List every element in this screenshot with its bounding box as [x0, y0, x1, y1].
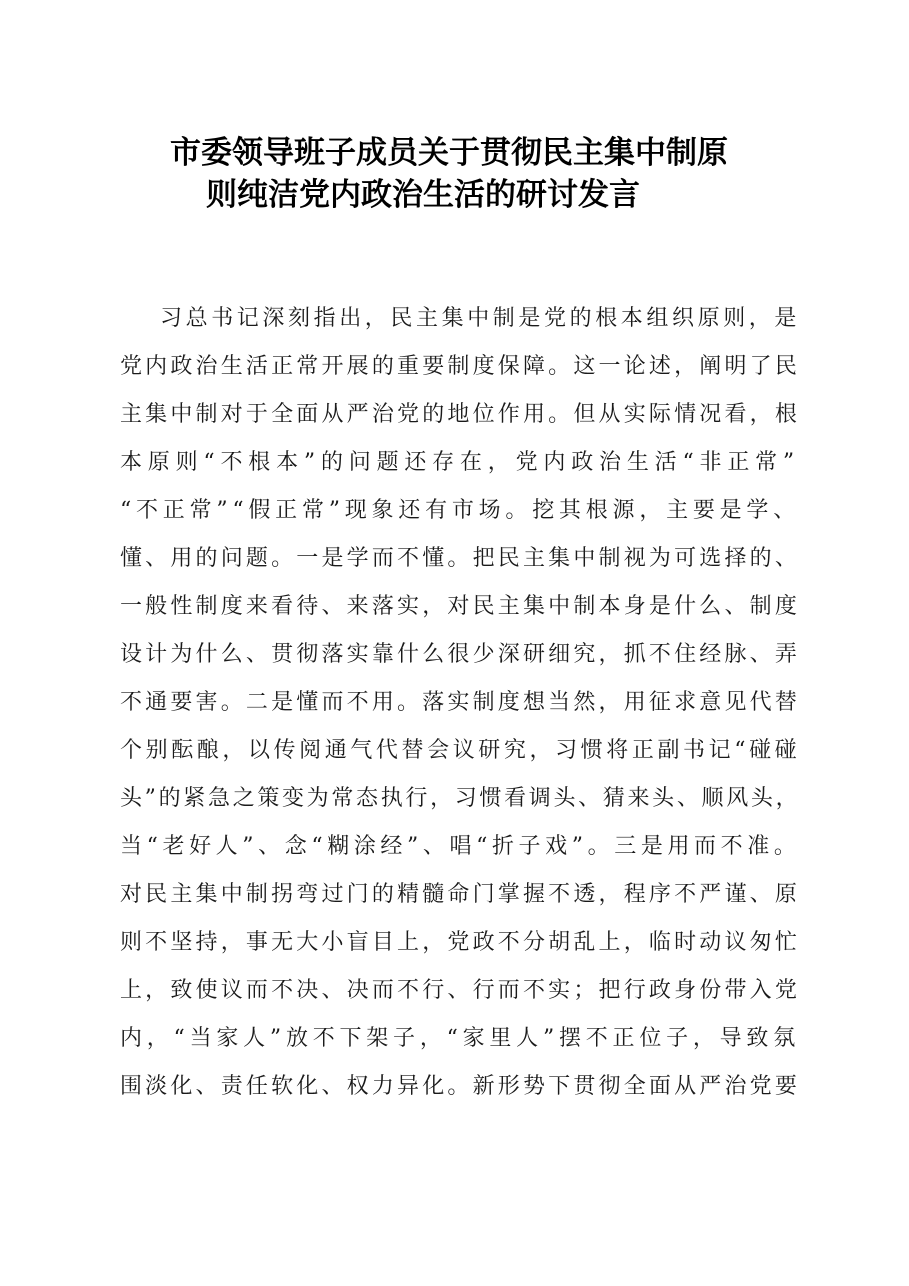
body-line: “不正常”“假正常”现象还有市场。挖其根源，主要是学、 [120, 498, 800, 523]
body-line: 党内政治生活正常开展的重要制度保障。这一论述，阐明了民 [120, 354, 801, 379]
title-line-2: 则纯洁党内政治生活的研讨发言 [206, 177, 640, 213]
body-line: 主集中制对于全面从严治党的地位作用。但从实际情况看，根 [120, 402, 801, 427]
body-line: 个别酝酿，以传阅通气代替会议研究，习惯将正副书记“碰碰 [120, 738, 801, 763]
body-line: 围淡化、责任软化、权力异化。新形势下贯彻全面从严治党要 [120, 1074, 801, 1099]
body-line: 习总书记深刻指出，民主集中制是党的根本组织原则，是 [160, 306, 801, 331]
body-line: 不通要害。二是懂而不用。落实制度想当然，用征求意见代替 [120, 690, 801, 715]
body-line: 设计为什么、贯彻落实靠什么很少深研细究，抓不住经脉、弄 [120, 642, 801, 667]
body-line: 一般性制度来看待、来落实，对民主集中制本身是什么、制度 [120, 594, 801, 619]
title-line-1: 市委领导班子成员关于贯彻民主集中制原 [170, 135, 728, 171]
body-line: 本原则“不根本”的问题还存在，党内政治生活“非正常” [120, 450, 800, 475]
body-line: 则不坚持，事无大小盲目上，党政不分胡乱上，临时动议匆忙 [120, 930, 801, 955]
body-line: 对民主集中制拐弯过门的精髓命门掌握不透，程序不严谨、原 [120, 882, 801, 907]
body-line: 内，“当家人”放不下架子，“家里人”摆不正位子，导致氛 [120, 1026, 800, 1051]
body-line: 懂、用的问题。一是学而不懂。把民主集中制视为可选择的、 [120, 546, 801, 571]
body-line: 上，致使议而不决、决而不行、行而不实；把行政身份带入党 [120, 978, 801, 1003]
body-line: 头”的紧急之策变为常态执行，习惯看调头、猜来头、顺风头， [120, 786, 801, 811]
body-line: 当“老好人”、念“糊涂经”、唱“折子戏”。三是用而不准。 [120, 834, 801, 859]
